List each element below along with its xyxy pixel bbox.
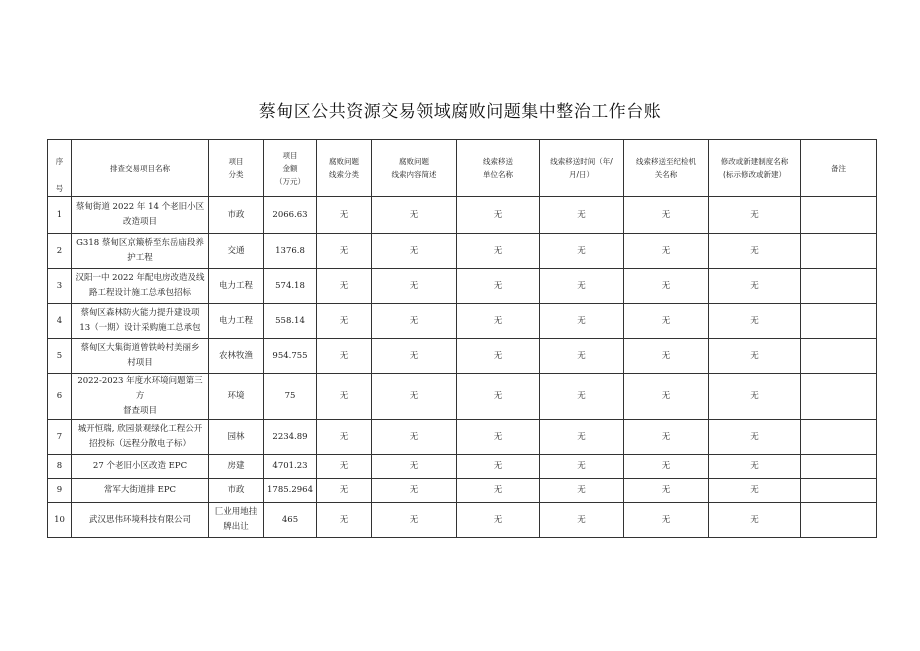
cell-amount: 1376.8 [264, 234, 317, 269]
cell-clue-category: 无 [317, 304, 372, 339]
header-seq: 序 号 [48, 140, 72, 197]
cell-transfer-time: 无 [540, 197, 624, 234]
cell-amount: 465 [264, 503, 317, 538]
cell-clue-category: 无 [317, 234, 372, 269]
cell-seq: 7 [48, 420, 72, 455]
cell-transfer-time: 无 [540, 420, 624, 455]
cell-seq: 4 [48, 304, 72, 339]
header-category: 项目 分类 [209, 140, 264, 197]
cell-transfer-unit: 无 [457, 455, 540, 479]
cell-system-revision: 无 [709, 503, 801, 538]
cell-seq: 10 [48, 503, 72, 538]
cell-transfer-time: 无 [540, 479, 624, 503]
cell-amount: 574.18 [264, 269, 317, 304]
cell-remark [801, 339, 877, 374]
cell-clue-category: 无 [317, 374, 372, 420]
cell-category: 房建 [209, 455, 264, 479]
cell-transfer-unit: 无 [457, 503, 540, 538]
cell-transfer-time: 无 [540, 374, 624, 420]
table-row [48, 197, 877, 234]
cell-amount: 1785.2964 [264, 479, 317, 503]
cell-seq: 3 [48, 269, 72, 304]
cell-transfer-time: 无 [540, 339, 624, 374]
cell-transfer-time: 无 [540, 234, 624, 269]
cell-project-name: 汉阳一中 2022 年配电房改造及线 路工程设计施工总承包招标 [72, 269, 209, 304]
cell-seq: 6 [48, 374, 72, 420]
cell-clue-category: 无 [317, 420, 372, 455]
header-system-revision: 修改或新建制度名称 (标示修改或新建） [709, 140, 801, 197]
cell-discipline-organ: 无 [624, 374, 709, 420]
cell-system-revision: 无 [709, 234, 801, 269]
table-row [48, 269, 877, 304]
cell-category: 环境 [209, 374, 264, 420]
cell-transfer-time: 无 [540, 503, 624, 538]
cell-system-revision: 无 [709, 269, 801, 304]
cell-discipline-organ: 无 [624, 420, 709, 455]
cell-clue-description: 无 [372, 455, 457, 479]
cell-remark [801, 374, 877, 420]
cell-clue-description: 无 [372, 479, 457, 503]
cell-category: 市政 [209, 197, 264, 234]
cell-project-name: 27 个老旧小区改造 EPC [72, 455, 209, 479]
cell-amount: 954.755 [264, 339, 317, 374]
cell-discipline-organ: 无 [624, 234, 709, 269]
table-row [48, 420, 877, 455]
cell-clue-description: 无 [372, 197, 457, 234]
cell-category: 市政 [209, 479, 264, 503]
cell-system-revision: 无 [709, 479, 801, 503]
cell-clue-category: 无 [317, 455, 372, 479]
table-row [48, 374, 877, 420]
cell-clue-description: 无 [372, 374, 457, 420]
cell-transfer-time: 无 [540, 304, 624, 339]
cell-system-revision: 无 [709, 455, 801, 479]
cell-remark [801, 304, 877, 339]
page-title: 蔡甸区公共资源交易领域腐败问题集中整治工作台账 [258, 102, 662, 122]
cell-project-name: 蔡甸区森林防火能力提升建设项 13（一期）设计采购施工总承包 [72, 304, 209, 339]
cell-clue-description: 无 [372, 269, 457, 304]
cell-remark [801, 503, 877, 538]
cell-clue-category: 无 [317, 197, 372, 234]
cell-remark [801, 455, 877, 479]
header-remark: 备注 [801, 140, 877, 197]
cell-system-revision: 无 [709, 420, 801, 455]
table-row [48, 339, 877, 374]
cell-system-revision: 无 [709, 374, 801, 420]
cell-transfer-unit: 无 [457, 197, 540, 234]
cell-category: 交通 [209, 234, 264, 269]
cell-transfer-unit: 无 [457, 420, 540, 455]
table-header-row [48, 140, 877, 197]
cell-amount: 558.14 [264, 304, 317, 339]
header-discipline-organ: 线索移送至纪检机 关名称 [624, 140, 709, 197]
rectification-ledger-table [47, 139, 877, 538]
cell-system-revision: 无 [709, 197, 801, 234]
cell-category: 园林 [209, 420, 264, 455]
cell-system-revision: 无 [709, 339, 801, 374]
cell-clue-category: 无 [317, 339, 372, 374]
cell-category: 农林牧渔 [209, 339, 264, 374]
header-clue-description: 腐败问题 线索内容简述 [372, 140, 457, 197]
cell-transfer-unit: 无 [457, 234, 540, 269]
cell-discipline-organ: 无 [624, 197, 709, 234]
cell-clue-description: 无 [372, 420, 457, 455]
header-clue-category: 腐败问题 线索分类 [317, 140, 372, 197]
header-transfer-time: 线索移送时间（年/ 月/日） [540, 140, 624, 197]
cell-transfer-unit: 无 [457, 374, 540, 420]
cell-discipline-organ: 无 [624, 269, 709, 304]
cell-amount: 2066.63 [264, 197, 317, 234]
cell-discipline-organ: 无 [624, 503, 709, 538]
cell-transfer-time: 无 [540, 455, 624, 479]
cell-project-name: 常军大街道排 EPC [72, 479, 209, 503]
cell-transfer-unit: 无 [457, 269, 540, 304]
cell-seq: 8 [48, 455, 72, 479]
cell-project-name: 城开恒瑞, 欣园景观绿化工程公开 招投标（远程分散电子标） [72, 420, 209, 455]
cell-remark [801, 234, 877, 269]
cell-clue-description: 无 [372, 304, 457, 339]
cell-discipline-organ: 无 [624, 339, 709, 374]
cell-clue-category: 无 [317, 269, 372, 304]
table-row [48, 479, 877, 503]
cell-clue-category: 无 [317, 479, 372, 503]
cell-remark [801, 479, 877, 503]
cell-remark [801, 269, 877, 304]
cell-amount: 4701.23 [264, 455, 317, 479]
cell-clue-description: 无 [372, 503, 457, 538]
cell-clue-description: 无 [372, 339, 457, 374]
cell-remark [801, 197, 877, 234]
cell-transfer-time: 无 [540, 269, 624, 304]
table-row [48, 234, 877, 269]
cell-seq: 2 [48, 234, 72, 269]
table-row [48, 455, 877, 479]
table-body [48, 197, 877, 538]
cell-project-name: 蔡甸街道 2022 年 14 个老旧小区 改造项目 [72, 197, 209, 234]
cell-amount: 2234.89 [264, 420, 317, 455]
cell-project-name: 蔡甸区大集街道曾铁岭村美丽乡 村项目 [72, 339, 209, 374]
cell-project-name: 武汉思伟环境科技有限公司 [72, 503, 209, 538]
header-transfer-unit: 线索移送 单位名称 [457, 140, 540, 197]
cell-project-name: G318 蔡甸区京簸桥至东岳庙段养 护工程 [72, 234, 209, 269]
cell-amount: 75 [264, 374, 317, 420]
cell-remark [801, 420, 877, 455]
cell-project-name: 2022-2023 年度水环境问题第三方 督查项目 [72, 374, 209, 420]
cell-discipline-organ: 无 [624, 304, 709, 339]
table-row [48, 503, 877, 538]
cell-discipline-organ: 无 [624, 479, 709, 503]
header-amount: 项目 金额 （万元） [264, 140, 317, 197]
table-row [48, 304, 877, 339]
cell-transfer-unit: 无 [457, 304, 540, 339]
header-project-name: 排查交易项目名称 [72, 140, 209, 197]
cell-category: 电力工程 [209, 269, 264, 304]
cell-seq: 1 [48, 197, 72, 234]
cell-seq: 9 [48, 479, 72, 503]
cell-category: 匚业用地挂 牌出让 [209, 503, 264, 538]
cell-category: 电力工程 [209, 304, 264, 339]
cell-transfer-unit: 无 [457, 339, 540, 374]
cell-seq: 5 [48, 339, 72, 374]
cell-transfer-unit: 无 [457, 479, 540, 503]
cell-clue-category: 无 [317, 503, 372, 538]
cell-clue-description: 无 [372, 234, 457, 269]
cell-system-revision: 无 [709, 304, 801, 339]
cell-discipline-organ: 无 [624, 455, 709, 479]
